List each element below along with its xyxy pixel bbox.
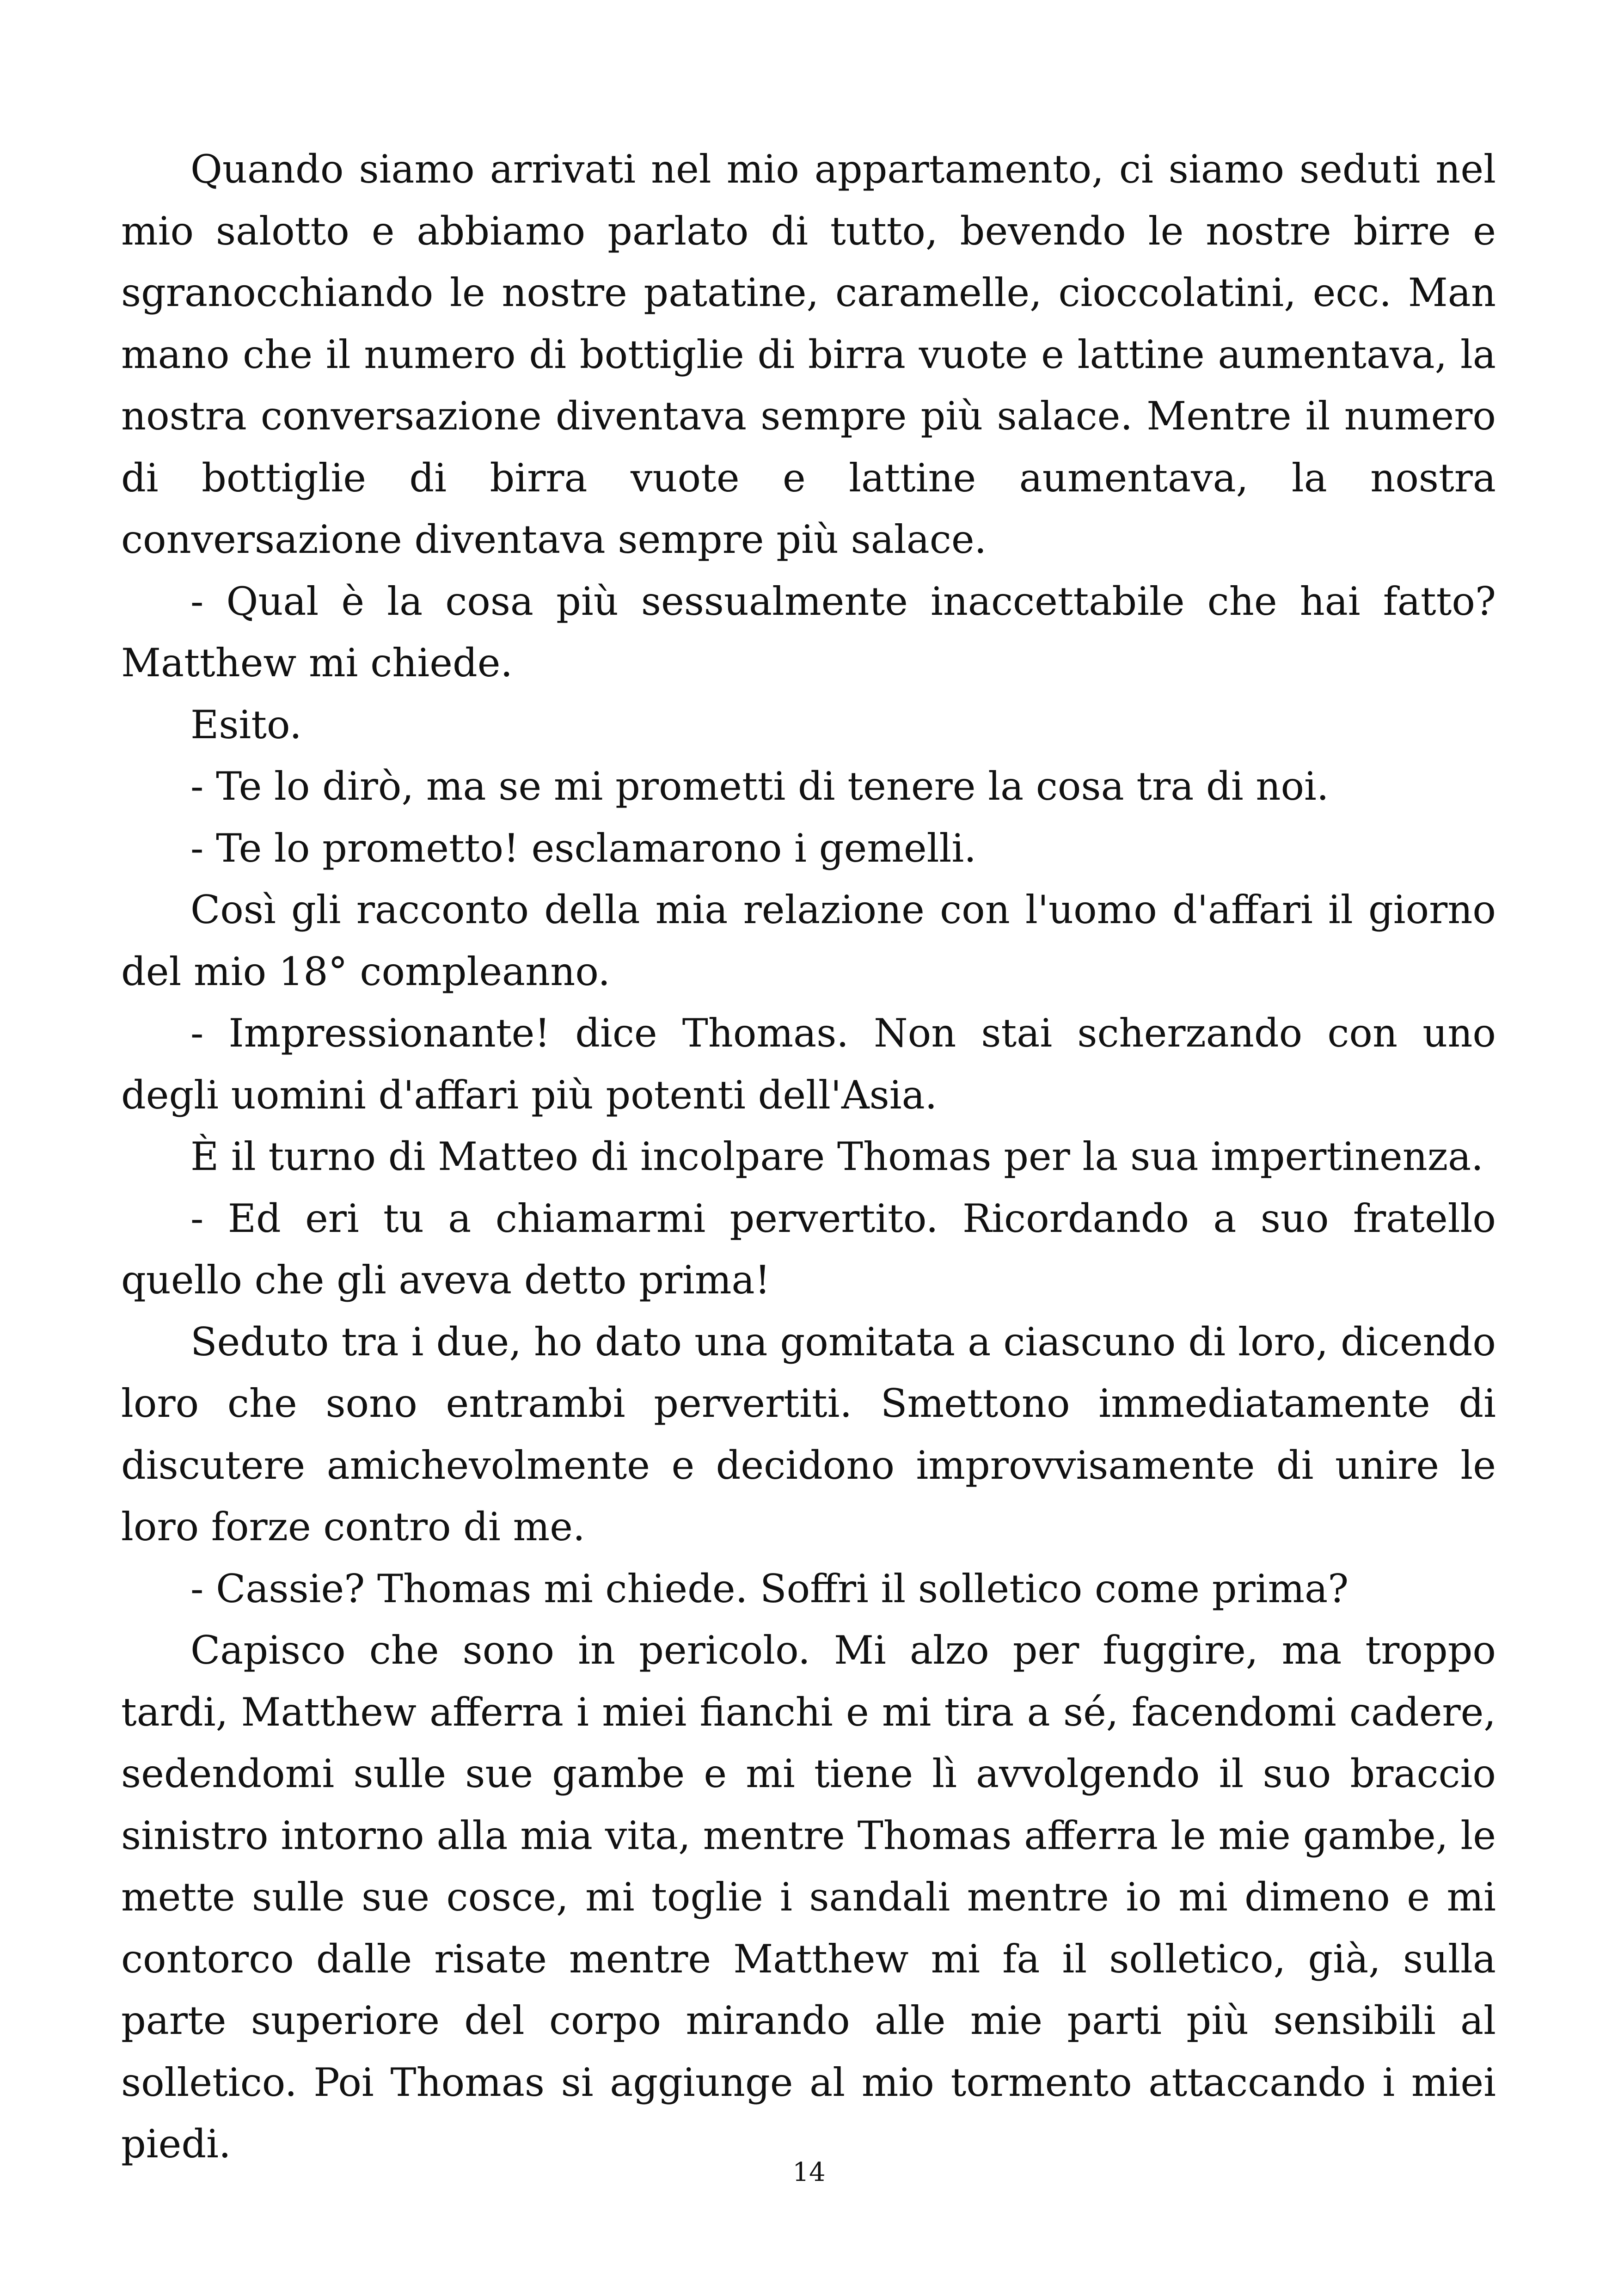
paragraph: Seduto tra i due, ho dato una gomitata a ciascuno di loro, dicendo loro che sono entrambi pervertiti. Smettono immediatamente di discutere amichevolmente e decidono improvvisamente di unire le loro forze contro di me. <box>121 1319 1496 1549</box>
dialogue-line: - Impressionante! dice Thomas. Non stai scherzando con uno degli uomini d'affari più potenti dell'Asia. <box>121 1010 1496 1118</box>
paragraph: Così gli racconto della mia relazione con l'uomo d'affari il giorno del mio 18° compleanno. <box>121 887 1496 994</box>
dialogue-line: - Cassie? Thomas mi chiede. Soffri il solletico come prima? <box>190 1566 1349 1611</box>
paragraph: È il turno di Matteo di incolpare Thomas per la sua impertinenza. <box>190 1134 1483 1179</box>
paragraph: Esito. <box>190 702 302 747</box>
dialogue-line: - Ed eri tu a chiamarmi pervertito. Ricordando a suo fratello quello che gli aveva detto prima! <box>121 1195 1496 1303</box>
paragraph: Quando siamo arrivati nel mio appartamento, ci siamo seduti nel mio salotto e abbiamo parlato di tutto, bevendo le nostre birre e sgranocchiando le nostre patatine, caramelle, cioccolatini, ecc. Man mano che il numero di bottiglie di birra vuote e lattine aumentava, la nostra conversazione diventava sempre più salace. Mentre il numero di bottiglie di birra vuote e lattine aumentava, la nostra conversazione diventava sempre più salace. <box>121 147 1496 562</box>
dialogue-line: - Te lo dirò, ma se mi prometti di tenere la cosa tra di noi. <box>190 764 1329 809</box>
dialogue-line: - Te lo prometto! esclamarono i gemelli. <box>190 825 976 871</box>
dialogue-line: - Qual è la cosa più sessualmente inaccettabile che hai fatto? Matthew mi chiede. <box>121 578 1496 686</box>
page-number: 14 <box>792 2157 826 2187</box>
body-text <box>121 139 1496 2175</box>
paragraph: Capisco che sono in pericolo. Mi alzo per fuggire, ma troppo tardi, Matthew afferra i miei fianchi e mi tira a sé, facendomi cadere, sedendomi sulle sue gambe e mi tiene lì avvolgendo il suo braccio sinistro intorno alla mia vita, mentre Thomas afferra le mie gambe, le mette sulle sue cosce, mi toglie i sandali mentre io mi dimeno e mi contorco dalle risate mentre Matthew mi fa il solletico, già, sulla parte superiore del corpo mirando alle mie parti più sensibili al solletico. Poi Thomas si aggiunge al mio tormento attaccando i miei piedi. <box>121 1628 1496 2167</box>
